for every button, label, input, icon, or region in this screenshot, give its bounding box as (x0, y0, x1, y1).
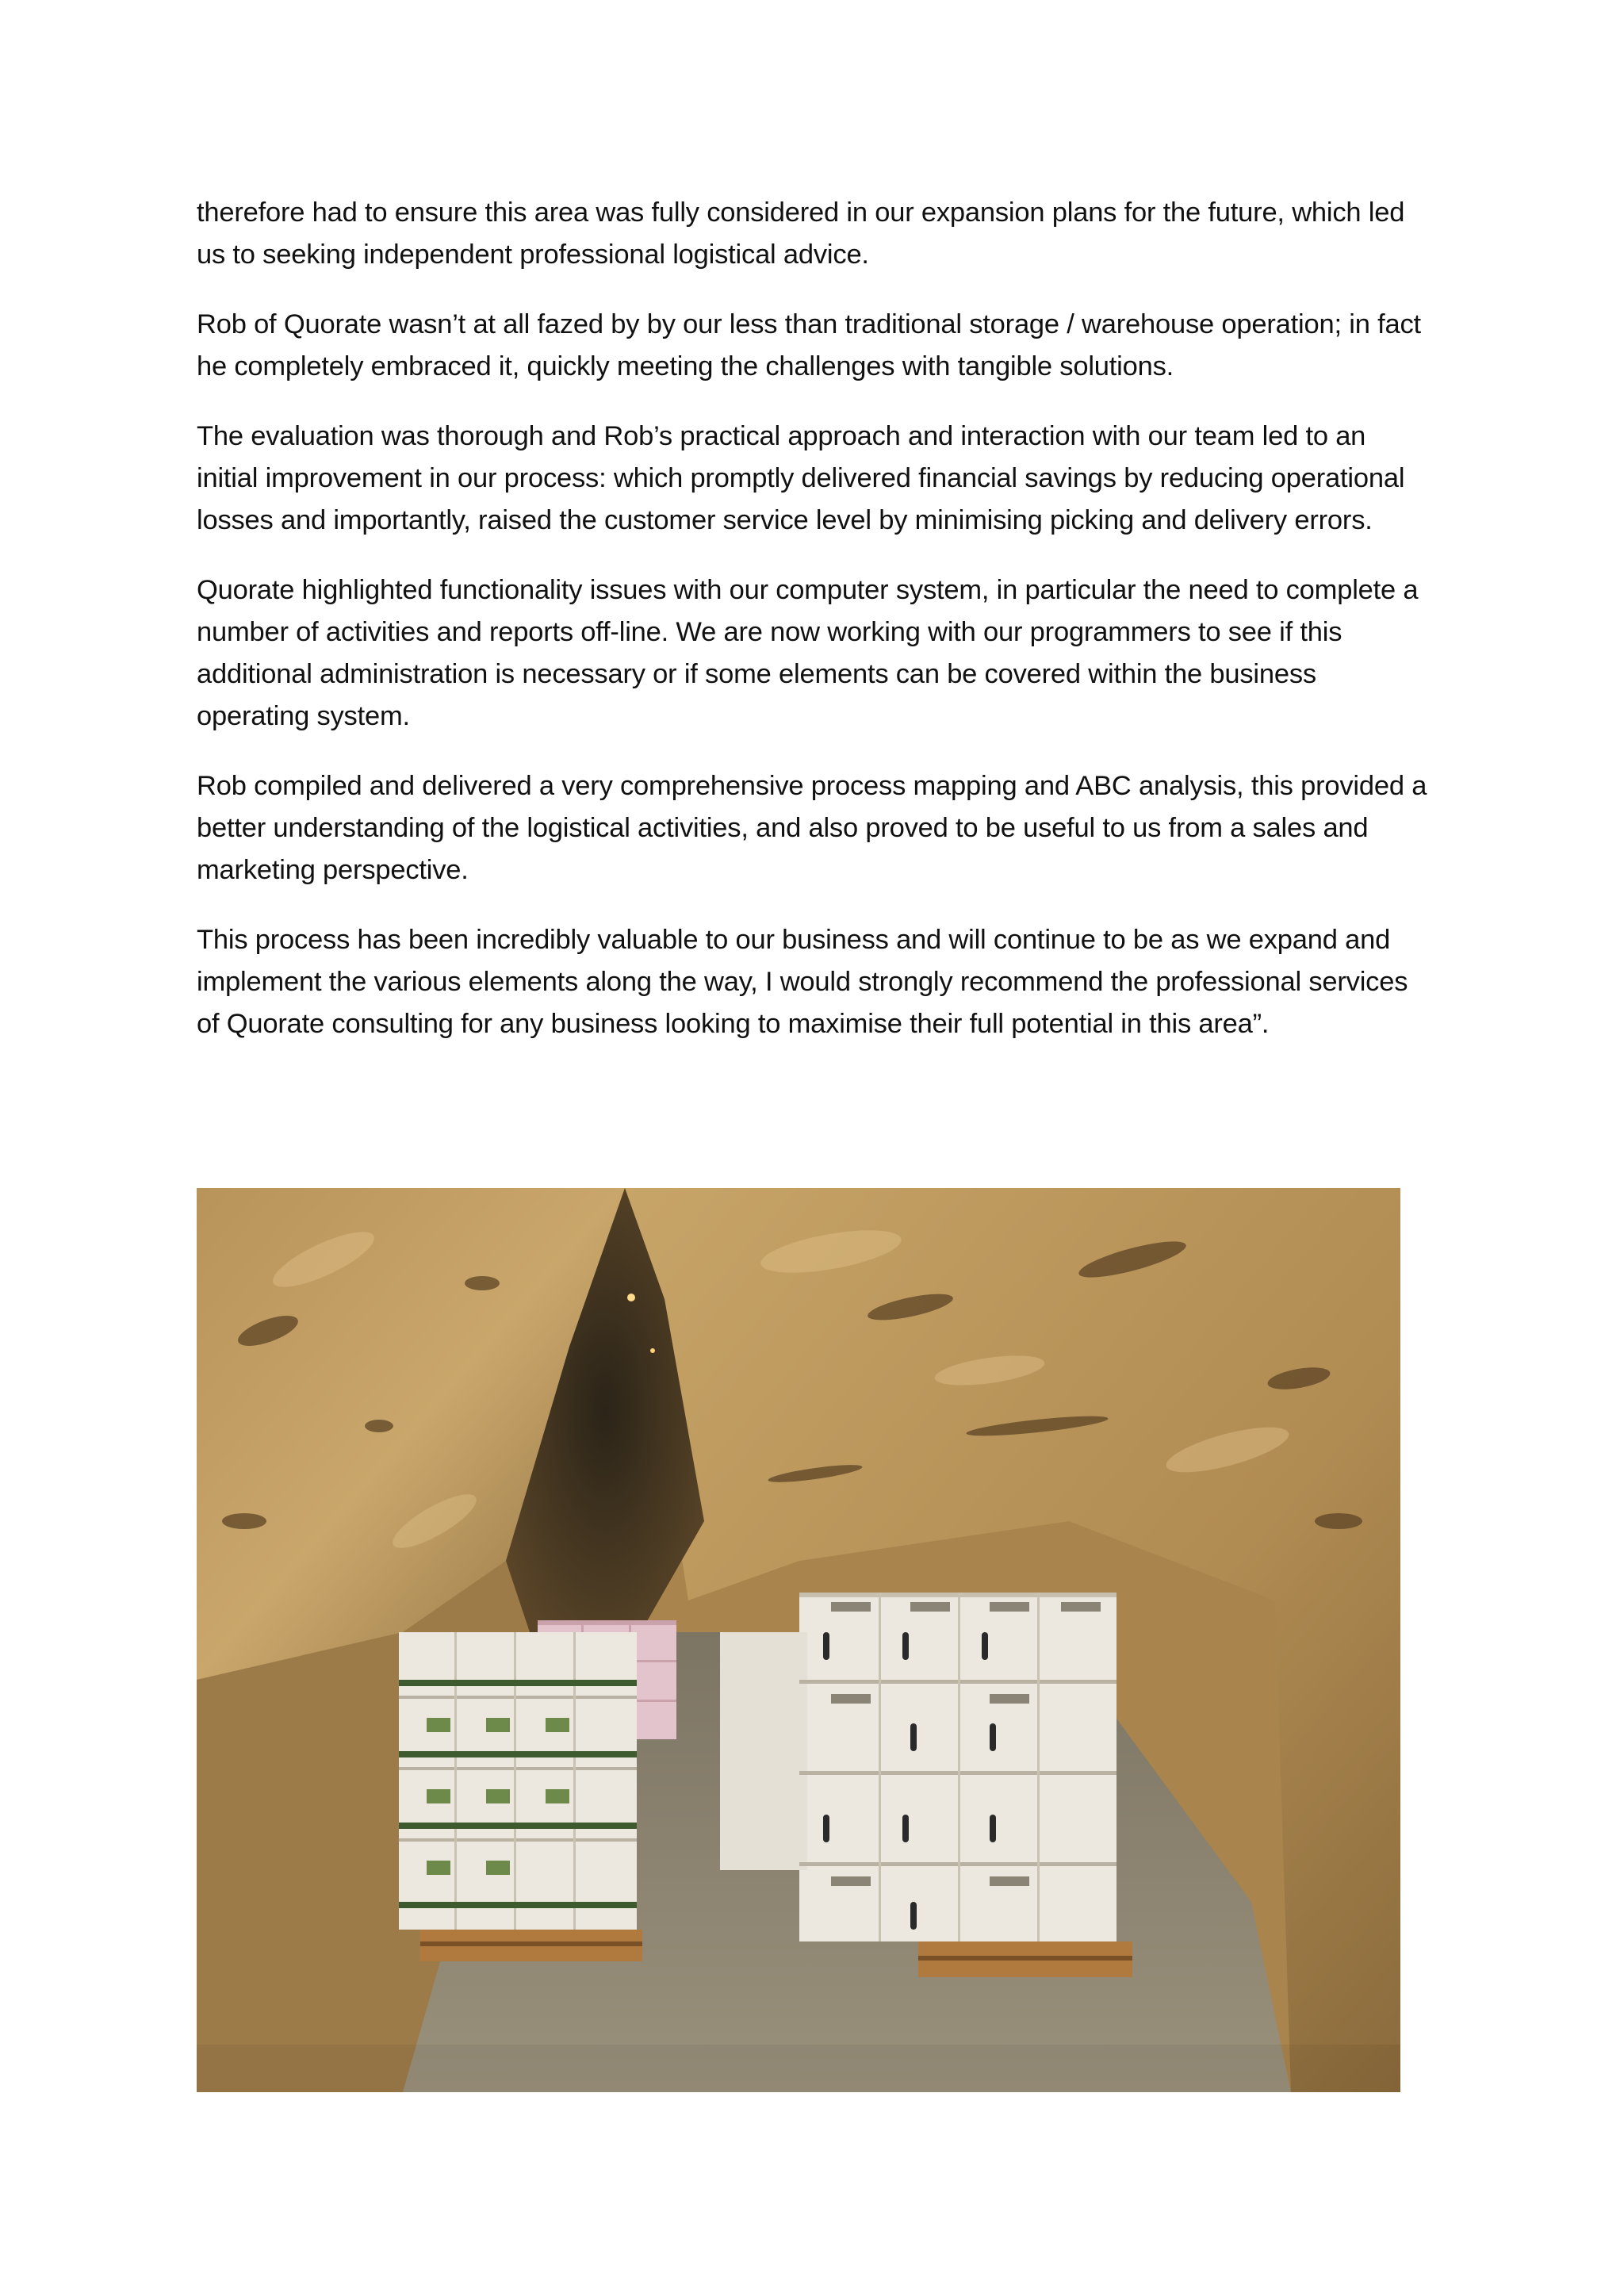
paragraph-3: The evaluation was thorough and Rob’s practical approach and interaction with our team led to an initial improvement in our process: which promptly delivered financial savings by reducing operational losses and importantly, raised the customer service level by minimising picking and delivery errors. (197, 421, 1405, 535)
body-text (197, 192, 1434, 1073)
paragraph-6: This process has been incredibly valuable to our business and will continue to be as we expand and implement the various elements along the way, I would strongly recommend the professional services of Quorate consulting for any business looking to maximise their full potential in this area”. (197, 925, 1408, 1039)
cave-warehouse-illustration (197, 1188, 1400, 2092)
paragraph-5: Rob compiled and delivered a very comprehensive process mapping and ABC analysis, this provided a better understanding of the logistical activities, and also proved to be useful to us from a sales and marketing perspective. (197, 771, 1427, 885)
paragraph-2: Rob of Quorate wasn’t at all fazed by by our less than traditional storage / warehouse operation; in fact he completely embraced it, quickly meeting the challenges with tangible solutions. (197, 309, 1421, 381)
paragraph-1: therefore had to ensure this area was fully considered in our expansion plans for the future, which led us to seeking independent professional logistical advice. (197, 197, 1405, 270)
paragraph-4: Quorate highlighted functionality issues with our computer system, in particular the need to complete a number of activities and reports off-line. We are now working with our programmers to see if this additional administration is necessary or if some elements can be covered within the business operating system. (197, 575, 1419, 731)
cave-warehouse-photo (197, 1188, 1400, 2092)
